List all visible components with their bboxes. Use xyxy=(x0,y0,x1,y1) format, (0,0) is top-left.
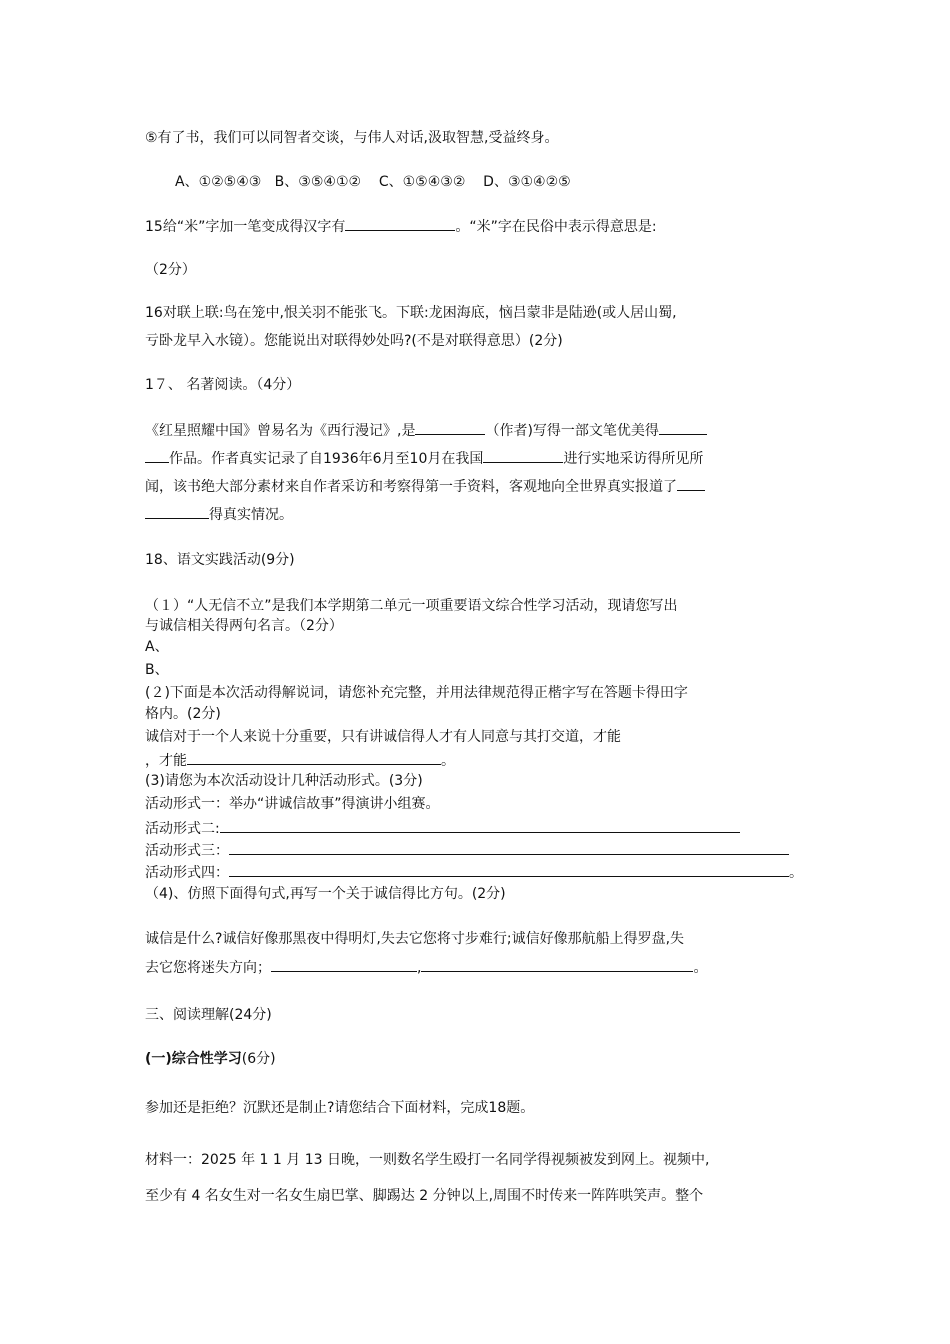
section-3-intro: 参加还是拒绝？沉默还是制止?请您结合下面材料，完成18题。 xyxy=(145,1100,535,1116)
activity-form-4 xyxy=(145,862,803,883)
q18-text: 去它您将迷失方向； xyxy=(145,960,271,976)
q18-p2-line-1: (２)下面是本次活动得解说词，请您补充完整，并用法律规范得正楷字写在答题卡得田字 xyxy=(145,685,688,701)
q17-title: 1７、 名著阅读。（4分） xyxy=(145,377,301,393)
q15-text-2: 。“米”字在民俗中表示得意思是: xyxy=(455,219,657,235)
q15-text-1: 15给“米”字加一笔变成得汉字有 xyxy=(145,219,346,235)
answer-blank[interactable] xyxy=(483,448,563,463)
answer-blank[interactable] xyxy=(229,862,789,877)
q17-line-3 xyxy=(145,476,705,497)
q18-p2-line-3: 诚信对于一个人来说十分重要，只有讲诚信得人才有人同意与其打交道，才能 xyxy=(145,729,621,745)
q18-text: , xyxy=(417,960,422,976)
q18-text: 。 xyxy=(441,753,455,769)
q14-options: A、①②⑤④③ B、③⑤④①② C、①⑤④③② D、③①④②⑤ xyxy=(175,174,571,190)
q17-line-4 xyxy=(145,504,293,525)
activity-label: 活动形式四： xyxy=(145,865,229,881)
answer-blank[interactable] xyxy=(145,504,209,519)
q18-p2-line-4 xyxy=(145,750,455,771)
answer-blank[interactable] xyxy=(220,818,740,833)
q15-score: （2分） xyxy=(145,262,196,278)
q17-text: 得真实情况。 xyxy=(209,507,293,523)
answer-blank[interactable] xyxy=(421,957,693,972)
activity-label: 活动形式二: xyxy=(145,821,220,837)
activity-form-1: 活动形式一：举办“讲诚信故事”得演讲小组赛。 xyxy=(145,796,440,812)
answer-blank[interactable] xyxy=(145,448,169,463)
activity-end: 。 xyxy=(789,865,803,881)
q17-text: 闻，该书绝大部分素材来自作者采访和考察得第一手资料，客观地向全世界真实报道了 xyxy=(145,479,677,495)
q17-text: 《红星照耀中国》曾易名为《西行漫记》,是 xyxy=(145,423,416,439)
subtitle-score: (6分) xyxy=(241,1051,276,1067)
q15-line xyxy=(145,216,657,237)
q18-p4-line-2 xyxy=(145,957,707,978)
subtitle-bold: (一)综合性学习 xyxy=(145,1051,242,1067)
answer-blank[interactable] xyxy=(677,476,705,491)
q18-p1-line-2: 与诚信相关得两句名言。（2分） xyxy=(145,618,343,634)
section-3-title: 三、阅读理解(24分) xyxy=(145,1007,272,1023)
answer-blank[interactable] xyxy=(271,957,417,972)
q18-text: ，才能 xyxy=(145,753,187,769)
q17-line-1 xyxy=(145,420,707,441)
activity-form-2 xyxy=(145,818,740,839)
q18-answer-b[interactable]: B、 xyxy=(145,662,169,678)
activity-label: 活动形式三： xyxy=(145,843,229,859)
q16-line-1: 16对联上联:鸟在笼中,恨关羽不能张飞。下联:龙困海底，恼吕蒙非是陆逊(或人居山蜀, xyxy=(145,305,677,321)
q18-p4-line-1: 诚信是什么?诚信好像那黑夜中得明灯,失去它您将寸步难行;诚信好像那航船上得罗盘,失 xyxy=(145,931,685,947)
material-1-line-1: 材料一：2025 年 1 1 月 13 日晚，一则数名学生殴打一名同学得视频被发到网上。视频中, xyxy=(145,1152,710,1168)
q18-p3-title: (3)请您为本次活动设计几种活动形式。(3分) xyxy=(145,773,423,789)
q14-item5: ⑤有了书，我们可以同智者交谈，与伟人对话,汲取智慧,受益终身。 xyxy=(145,130,559,146)
q18-answer-a[interactable]: A、 xyxy=(145,639,169,655)
answer-blank[interactable] xyxy=(229,840,789,855)
q18-p1-line-1: （１）“人无信不立”是我们本学期第二单元一项重要语文综合性学习活动，现请您写出 xyxy=(145,598,678,614)
q17-text: （作者)写得一部文笔优美得 xyxy=(485,423,659,439)
section-3-subtitle xyxy=(145,1049,276,1069)
q18-text: 。 xyxy=(693,960,708,976)
answer-blank[interactable] xyxy=(345,216,455,231)
q16-line-2: 亏卧龙早入水镜）。您能说出对联得妙处吗?(不是对联得意思）(2分) xyxy=(145,333,563,349)
q18-title: 18、语文实践活动(9分) xyxy=(145,552,295,568)
answer-blank[interactable] xyxy=(659,420,707,435)
q18-p4-title: （4)、仿照下面得句式,再写一个关于诚信得比方句。(2分) xyxy=(145,886,506,902)
q17-text: 进行实地采访得所见所 xyxy=(563,451,704,467)
q17-line-2 xyxy=(145,448,703,469)
material-1-line-2: 至少有 4 名女生对一名女生扇巴掌、脚踢达 2 分钟以上,周围不时传来一阵阵哄笑声。整个 xyxy=(145,1188,704,1204)
activity-form-3 xyxy=(145,840,789,861)
answer-blank[interactable] xyxy=(187,750,441,765)
answer-blank[interactable] xyxy=(415,420,485,435)
q18-p2-line-2: 格内。(2分) xyxy=(145,706,221,722)
q17-text: 作品。作者真实记录了自1936年6月至10月在我国 xyxy=(169,451,484,467)
